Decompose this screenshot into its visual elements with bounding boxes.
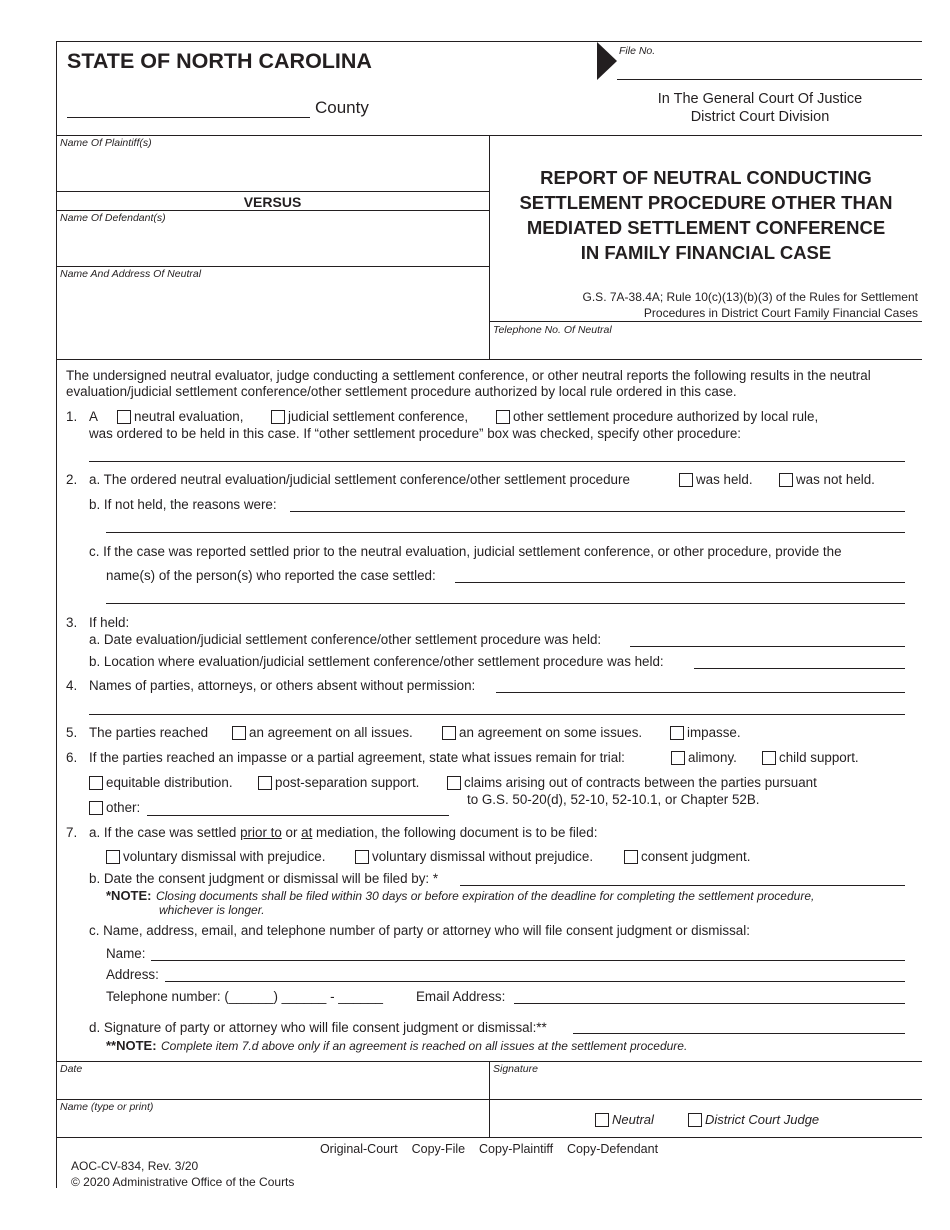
neutral-name-address-label: Name And Address Of Neutral: [60, 268, 202, 280]
agreement-some-checkbox[interactable]: [442, 726, 456, 740]
item-7-c: c. Name, address, email, and telephone number of party or attorney who will file consent judgment or dismissal:: [89, 923, 750, 938]
alimony-label: alimony.: [688, 750, 737, 765]
signature-mid-rule[interactable]: [56, 1099, 922, 1100]
other-procedure-label: other settlement procedure authorized by local rule,: [513, 409, 819, 424]
statute-line-2: Procedures in District Court Family Financial Cases: [643, 305, 918, 320]
item-3-a: a. Date evaluation/judicial settlement conference/other settlement procedure was held:: [89, 632, 602, 647]
was-not-held-label: was not held.: [796, 472, 875, 487]
item-2-number: 2.: [66, 472, 78, 487]
was-held-checkbox[interactable]: [679, 473, 693, 487]
item-2-c-line-1: c. If the case was reported settled prior to the neutral evaluation, judicial settlement conference, or other procedure, provide the: [89, 544, 842, 559]
agreement-all-label: an agreement on all issues.: [249, 725, 413, 740]
other-issue-label: other:: [106, 800, 141, 815]
item-5-text: The parties reached: [89, 725, 209, 740]
item-7-number: 7.: [66, 825, 78, 840]
item-3-number: 3.: [66, 615, 78, 630]
agreement-some-option[interactable]: [442, 725, 642, 741]
item-1-neutral-evaluation-option[interactable]: [117, 409, 243, 425]
closing-note-label: *NOTE:: [106, 888, 152, 903]
alimony-checkbox[interactable]: [671, 751, 685, 765]
item-2-c-line-2: name(s) of the person(s) who reported the case settled:: [106, 568, 436, 583]
absent-parties-field-line-2[interactable]: [89, 714, 905, 715]
item-1-line-2: was ordered to be held in this case. If “other settlement procedure” box was checked, specify other procedure:: [89, 426, 742, 441]
filer-name-label: Name:: [106, 946, 146, 961]
judge-role-option[interactable]: [688, 1112, 819, 1128]
item-1-a: A: [89, 409, 98, 424]
neutral-role-label: Neutral: [612, 1112, 654, 1127]
item-4-number: 4.: [66, 678, 78, 693]
filer-address-field[interactable]: [165, 981, 905, 982]
reported-settled-field-line-2[interactable]: [106, 603, 905, 604]
consent-judgment-option[interactable]: [624, 849, 750, 865]
intro-line-2: evaluation/judicial settlement conference/other settlement procedure authorized by local rule ordered in this case.: [66, 384, 737, 399]
file-no-label: File No.: [619, 45, 656, 57]
item-7-a: [89, 825, 597, 841]
contract-claims-checkbox[interactable]: [447, 776, 461, 790]
title-line-3: MEDIATED SETTLEMENT CONFERENCE: [526, 217, 886, 238]
impasse-label: impasse.: [687, 725, 741, 740]
closing-note: [106, 889, 814, 903]
versus-rule: [56, 210, 489, 211]
printed-name-label: Name (type or print): [60, 1101, 154, 1113]
item-7-a-post: mediation, the following document is to be filed:: [312, 825, 598, 840]
consent-judgment-label: consent judgment.: [641, 849, 751, 864]
contract-claims-line-2: to G.S. 50-20(d), 52-10, 52-10.1, or Chapter 52B.: [467, 792, 760, 807]
item-7-b: b. Date the consent judgment or dismissal will be filed by: *: [89, 871, 439, 886]
item-2-a: a. The ordered neutral evaluation/judicial settlement conference/other settlement procedure: [89, 472, 630, 487]
state-title: STATE OF NORTH CAROLINA: [67, 49, 372, 73]
post-separation-option[interactable]: [258, 775, 419, 791]
absent-parties-field[interactable]: [496, 692, 905, 693]
defendant-field-rule[interactable]: [56, 266, 489, 267]
contract-claims-label: claims arising out of contracts between the parties pursuant: [464, 775, 817, 790]
was-not-held-checkbox[interactable]: [779, 473, 793, 487]
copy-distribution: Original-Court Copy-File Copy-Plaintiff Copy-Defendant: [319, 1142, 659, 1156]
alimony-option[interactable]: [671, 750, 737, 766]
closing-note-line-2: whichever is longer.: [159, 903, 265, 917]
file-no-field[interactable]: [617, 79, 922, 80]
neutral-role-option[interactable]: [595, 1112, 654, 1128]
county-label: County: [315, 98, 369, 117]
signature-note: [106, 1038, 687, 1054]
item-4-text: Names of parties, attorneys, or others absent without permission:: [89, 678, 476, 693]
equitable-distribution-label: equitable distribution.: [106, 775, 233, 790]
location-held-field[interactable]: [694, 668, 905, 669]
form-top-border: [56, 41, 922, 42]
court-line-2: District Court Division: [690, 108, 830, 125]
title-line-2: SETTLEMENT PROCEDURE OTHER THAN: [519, 192, 893, 213]
judge-role-checkbox[interactable]: [688, 1113, 702, 1127]
neutral-evaluation-checkbox[interactable]: [117, 410, 131, 424]
title-line-4: IN FAMILY FINANCIAL CASE: [580, 242, 832, 263]
signature-label: Signature: [493, 1063, 538, 1075]
item-1-number: 1.: [66, 409, 78, 424]
caption-bottom-rule: [56, 359, 922, 360]
impasse-option[interactable]: [670, 725, 741, 741]
file-no-arrow-icon: [597, 42, 617, 80]
item-6-number: 6.: [66, 750, 78, 765]
other-procedure-checkbox[interactable]: [496, 410, 510, 424]
copyright: © 2020 Administrative Office of the Courts: [71, 1175, 295, 1189]
dismissal-without-prejudice-label: voluntary dismissal without prejudice.: [372, 849, 594, 864]
court-line-1: In The General Court Of Justice: [657, 91, 863, 107]
item-7-a-or: or: [281, 825, 302, 840]
reasons-field-line-2[interactable]: [106, 532, 905, 533]
county-field[interactable]: [67, 117, 310, 118]
other-issue-checkbox[interactable]: [89, 801, 103, 815]
dismissal-without-prejudice-option[interactable]: [355, 849, 593, 865]
reasons-field[interactable]: [290, 511, 905, 512]
item-7-a-at: at: [301, 825, 313, 840]
signature-bottom-rule: [56, 1137, 922, 1138]
item-2-b: b. If not held, the reasons were:: [89, 497, 277, 512]
consent-judgment-checkbox[interactable]: [624, 850, 638, 864]
date-held-field[interactable]: [630, 646, 905, 647]
item-3-head: If held:: [89, 615, 130, 630]
statute-citation: [492, 290, 918, 321]
item-7-a-prior: prior to: [240, 825, 282, 840]
impasse-checkbox[interactable]: [670, 726, 684, 740]
was-not-held-option[interactable]: [779, 472, 875, 488]
post-separation-checkbox[interactable]: [258, 776, 272, 790]
filer-telephone[interactable]: Telephone number: (______) ______ - ______: [106, 989, 383, 1004]
item-7-d: d. Signature of party or attorney who will file consent judgment or dismissal:**: [89, 1020, 547, 1035]
neutral-role-checkbox[interactable]: [595, 1113, 609, 1127]
judge-role-label: District Court Judge: [705, 1112, 820, 1127]
dismissal-with-prejudice-label: voluntary dismissal with prejudice.: [123, 849, 326, 864]
plaintiff-label: Name Of Plaintiff(s): [60, 137, 152, 149]
filing-date-field[interactable]: [460, 885, 905, 886]
child-support-label: child support.: [779, 750, 859, 765]
form-number: AOC-CV-834, Rev. 3/20: [71, 1159, 199, 1173]
telephone-rule: [489, 321, 922, 322]
agreement-all-checkbox[interactable]: [232, 726, 246, 740]
date-label: Date: [60, 1063, 83, 1075]
signature-note-label: **NOTE:: [106, 1038, 157, 1053]
dismissal-with-prejudice-option[interactable]: [106, 849, 325, 865]
title-line-1: REPORT OF NEUTRAL CONDUCTING: [540, 167, 872, 188]
neutral-evaluation-label: neutral evaluation,: [134, 409, 244, 424]
other-procedure-field[interactable]: [89, 461, 905, 462]
post-separation-label: post-separation support.: [275, 775, 420, 790]
agreement-some-label: an agreement on some issues.: [459, 725, 643, 740]
filer-name-field[interactable]: [151, 960, 905, 961]
closing-note-text: Closing documents shall be filed within 30 days or before expiration of the deadline for completing the settlement procedure,: [155, 889, 815, 903]
reported-settled-field[interactable]: [455, 582, 905, 583]
statute-line-1: G.S. 7A-38.4A; Rule 10(c)(13)(b)(3) of the Rules for Settlement: [582, 290, 918, 304]
versus-label: VERSUS: [243, 194, 302, 210]
item-1-judicial-settlement-option[interactable]: [271, 409, 468, 425]
was-held-option[interactable]: [679, 472, 753, 488]
item-5-number: 5.: [66, 725, 78, 740]
item-1-other-procedure-option[interactable]: [496, 409, 818, 425]
telephone-label: Telephone No. Of Neutral: [493, 324, 612, 336]
child-support-option[interactable]: [762, 750, 859, 766]
other-issue-field[interactable]: [147, 815, 449, 816]
judicial-settlement-checkbox[interactable]: [271, 410, 285, 424]
child-support-checkbox[interactable]: [762, 751, 776, 765]
form-title: [490, 165, 922, 265]
dismissal-with-prejudice-checkbox[interactable]: [106, 850, 120, 864]
equitable-distribution-option[interactable]: [89, 775, 233, 791]
signature-note-text: Complete item 7.d above only if an agreement is reached on all issues at the settlement procedure.: [161, 1039, 688, 1053]
other-issue-option[interactable]: [89, 800, 140, 816]
filer-signature-field[interactable]: [573, 1033, 905, 1034]
dismissal-without-prejudice-checkbox[interactable]: [355, 850, 369, 864]
filer-address-label: Address:: [106, 967, 159, 982]
judicial-settlement-label: judicial settlement conference,: [288, 409, 469, 424]
intro-line-1: The undersigned neutral evaluator, judge conducting a settlement conference, or other neutral reports the following results in the neutral: [66, 368, 871, 383]
was-held-label: was held.: [696, 472, 753, 487]
item-3-b: b. Location where evaluation/judicial settlement conference/other settlement procedure was held:: [89, 654, 664, 669]
plaintiff-field-rule[interactable]: [56, 191, 489, 192]
filer-email-field[interactable]: [514, 1003, 905, 1004]
court-name: [600, 91, 920, 126]
filer-email-label: Email Address:: [416, 989, 506, 1004]
item-6-text: If the parties reached an impasse or a partial agreement, state what issues remain for trial:: [89, 750, 625, 765]
contract-claims-option[interactable]: [447, 775, 817, 791]
item-7-a-pre: a. If the case was settled: [89, 825, 241, 840]
agreement-all-option[interactable]: [232, 725, 413, 741]
equitable-distribution-checkbox[interactable]: [89, 776, 103, 790]
defendant-label: Name Of Defendant(s): [60, 212, 166, 224]
form-left-border: [56, 41, 57, 1188]
